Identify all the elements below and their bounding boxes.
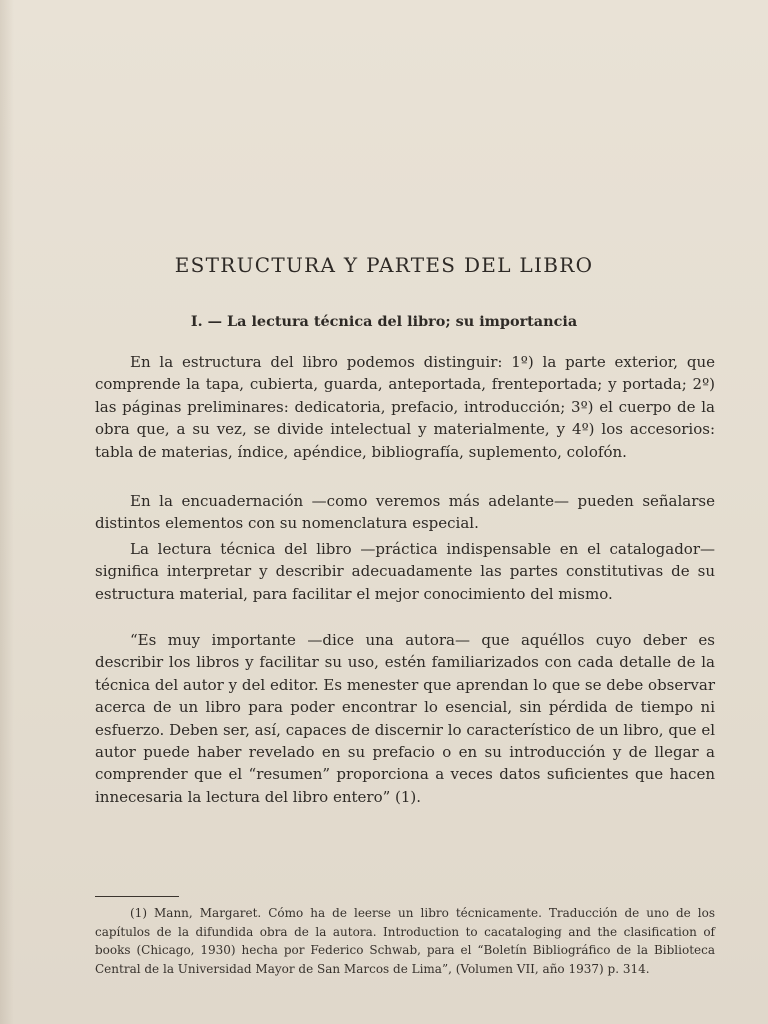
paragraph-structure [95,351,715,463]
section-heading: I. — La lectura técnica del libro; su importancia [190,313,578,330]
chapter-title: ESTRUCTURA Y PARTES DEL LIBRO [174,253,594,277]
paragraph-2: En la encuadernación —como veremos más adelante— pueden señalarse distintos elementos con su nomenclatura especial. [95,492,715,533]
paragraph-binding [95,490,715,535]
paragraph-1: En la estructura del libro podemos distinguir: 1º) la parte exterior, que comprende la tapa, cubierta, guarda, anteportada, frenteportada; y portada; 2º) las páginas preliminares: dedicatoria, prefacio, introducción; 3º) el cuerpo de la obra que, a su vez, se divide intelectual y materialmente, y 4º) los accesorios: tabla de materias, índice, apéndice, bibliografía, suplemento, colofón. [95,353,715,461]
paragraph-technical-reading [95,538,715,605]
paragraph-3: La lectura técnica del libro —práctica indispensable en el catalogador— significa interpretar y describir adecuadamente las partes constitutivas de su estructura material, para facilitar el mejor conocimiento del mismo. [95,540,715,603]
footnote-separator-rule [95,896,179,897]
footnote: (1) Mann, Margaret. Cómo ha de leerse un libro técnicamente. Traducción de uno de los capítulos de la difundida obra de la autora. Introduction to cacataloging and the clasification of books (Chicago, 1930) hecha por Federico Schwab, para el “Boletín Bibliográfico de la Biblioteca Central de la Universidad Mayor de San Marcos de Lima”, (Volumen VII, año 1937) p. 314. [95,906,715,976]
paragraph-4: “Es muy importante —dice una autora— que aquéllos cuyo deber es describir los libros y facilitar su uso, estén familiarizados con cada detalle de la técnica del autor y del editor. Es menester que aprendan lo que se debe observar acerca de un libro para poder encontrar lo esencial, sin pérdida de tiempo ni esfuerzo. Deben ser, así, capaces de discernir lo característico de un libro, que el autor puede haber revelado en su prefacio o en su introducción y de llegar a comprender que el “resumen” proporciona a veces datos suficientes que hacen innecesaria la lectura del libro entero” (1). [95,631,715,806]
paragraph-quotation [95,629,715,808]
page-edge-shadow [0,0,14,1024]
